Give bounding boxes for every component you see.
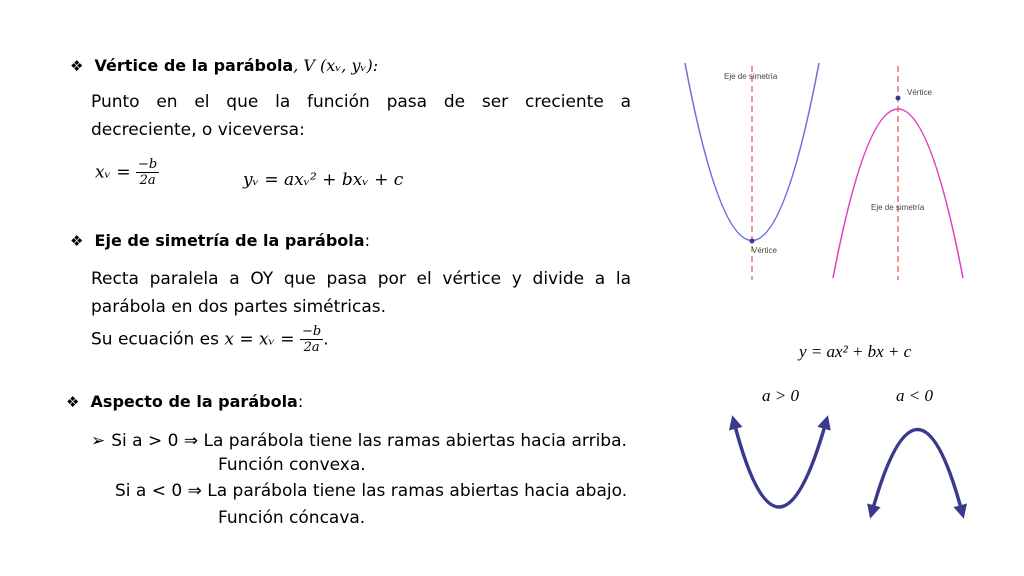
vertex-title: Vértice de la parábola xyxy=(94,56,294,75)
label-a-positive: a > 0 xyxy=(762,386,799,405)
vertex-heading xyxy=(70,56,378,75)
diamond-bullet-icon: ❖ xyxy=(70,232,84,250)
aspect-title-colon: : xyxy=(297,392,304,411)
left-vertex-label: Vértice xyxy=(752,246,777,255)
diamond-bullet-icon: ❖ xyxy=(70,57,84,75)
axis-description xyxy=(91,265,631,321)
axis-title-colon: : xyxy=(364,231,370,250)
axis-eq-fraction xyxy=(300,324,323,355)
downward-parabola-arrow xyxy=(872,430,962,513)
aspect-heading xyxy=(66,392,303,411)
parabolas-figure xyxy=(676,58,976,280)
vertex-desc-line1: Punto en el que la función pasa de ser creciente a xyxy=(91,92,631,112)
aspect-line2: Si a < 0 ⇒ La parábola tiene las ramas abiertas hacia abajo. xyxy=(115,481,628,501)
vertex-title-math: , V (xᵥ, yᵥ): xyxy=(293,56,379,75)
aspect-line1-text: Si a > 0 ⇒ La parábola tiene las ramas abiertas hacia arriba. xyxy=(111,431,627,451)
aspect-line1b: Función convexa. xyxy=(218,455,366,475)
axis-eq-end: . xyxy=(323,329,329,350)
left-vertex-point xyxy=(750,239,755,244)
aspect-line1 xyxy=(91,431,627,451)
vertex-desc-line2: decreciente, o viceversa: xyxy=(91,120,305,140)
axis-desc-line1: Recta paralela a OY que pasa por el vértice y divide a la xyxy=(91,269,631,289)
axis-title: Eje de simetría de la parábola xyxy=(94,231,365,250)
aspect-line2b: Función cóncava. xyxy=(218,508,366,528)
arrow-bullet-icon: ➢ xyxy=(91,431,106,451)
axis-eq-prefix: Su ecuación es xyxy=(91,329,225,350)
left-axis-label: Eje de simetría xyxy=(724,72,778,81)
xv-formula xyxy=(95,157,159,188)
xv-fraction xyxy=(136,157,159,188)
xv-numerator: −b xyxy=(137,157,158,172)
right-parabola xyxy=(833,109,963,278)
right-vertex-label: Vértice xyxy=(907,88,932,97)
general-equation: y = ax² + bx + c xyxy=(799,342,912,361)
concavity-figure xyxy=(718,412,978,522)
upward-parabola-arrow xyxy=(734,422,826,507)
aspect-title: Aspecto de la parábola xyxy=(90,392,298,411)
axis-eq-math: x = xᵥ = xyxy=(224,329,295,350)
axis-eq-denominator: 2a xyxy=(303,340,320,355)
diamond-bullet-icon: ❖ xyxy=(66,393,80,411)
right-axis-label: Eje de simetría xyxy=(871,203,925,212)
xv-lhs: xᵥ = xyxy=(95,162,131,183)
axis-eq-numerator: −b xyxy=(301,324,322,339)
axis-desc-line2: parábola en dos partes simétricas. xyxy=(91,297,387,317)
xv-denominator: 2a xyxy=(139,173,156,188)
axis-heading xyxy=(70,231,370,250)
vertex-description xyxy=(91,88,631,144)
label-a-negative: a < 0 xyxy=(896,386,933,405)
right-vertex-point xyxy=(896,96,901,101)
yv-formula: yᵥ = axᵥ² + bxᵥ + c xyxy=(243,170,404,190)
axis-equation xyxy=(91,324,329,355)
